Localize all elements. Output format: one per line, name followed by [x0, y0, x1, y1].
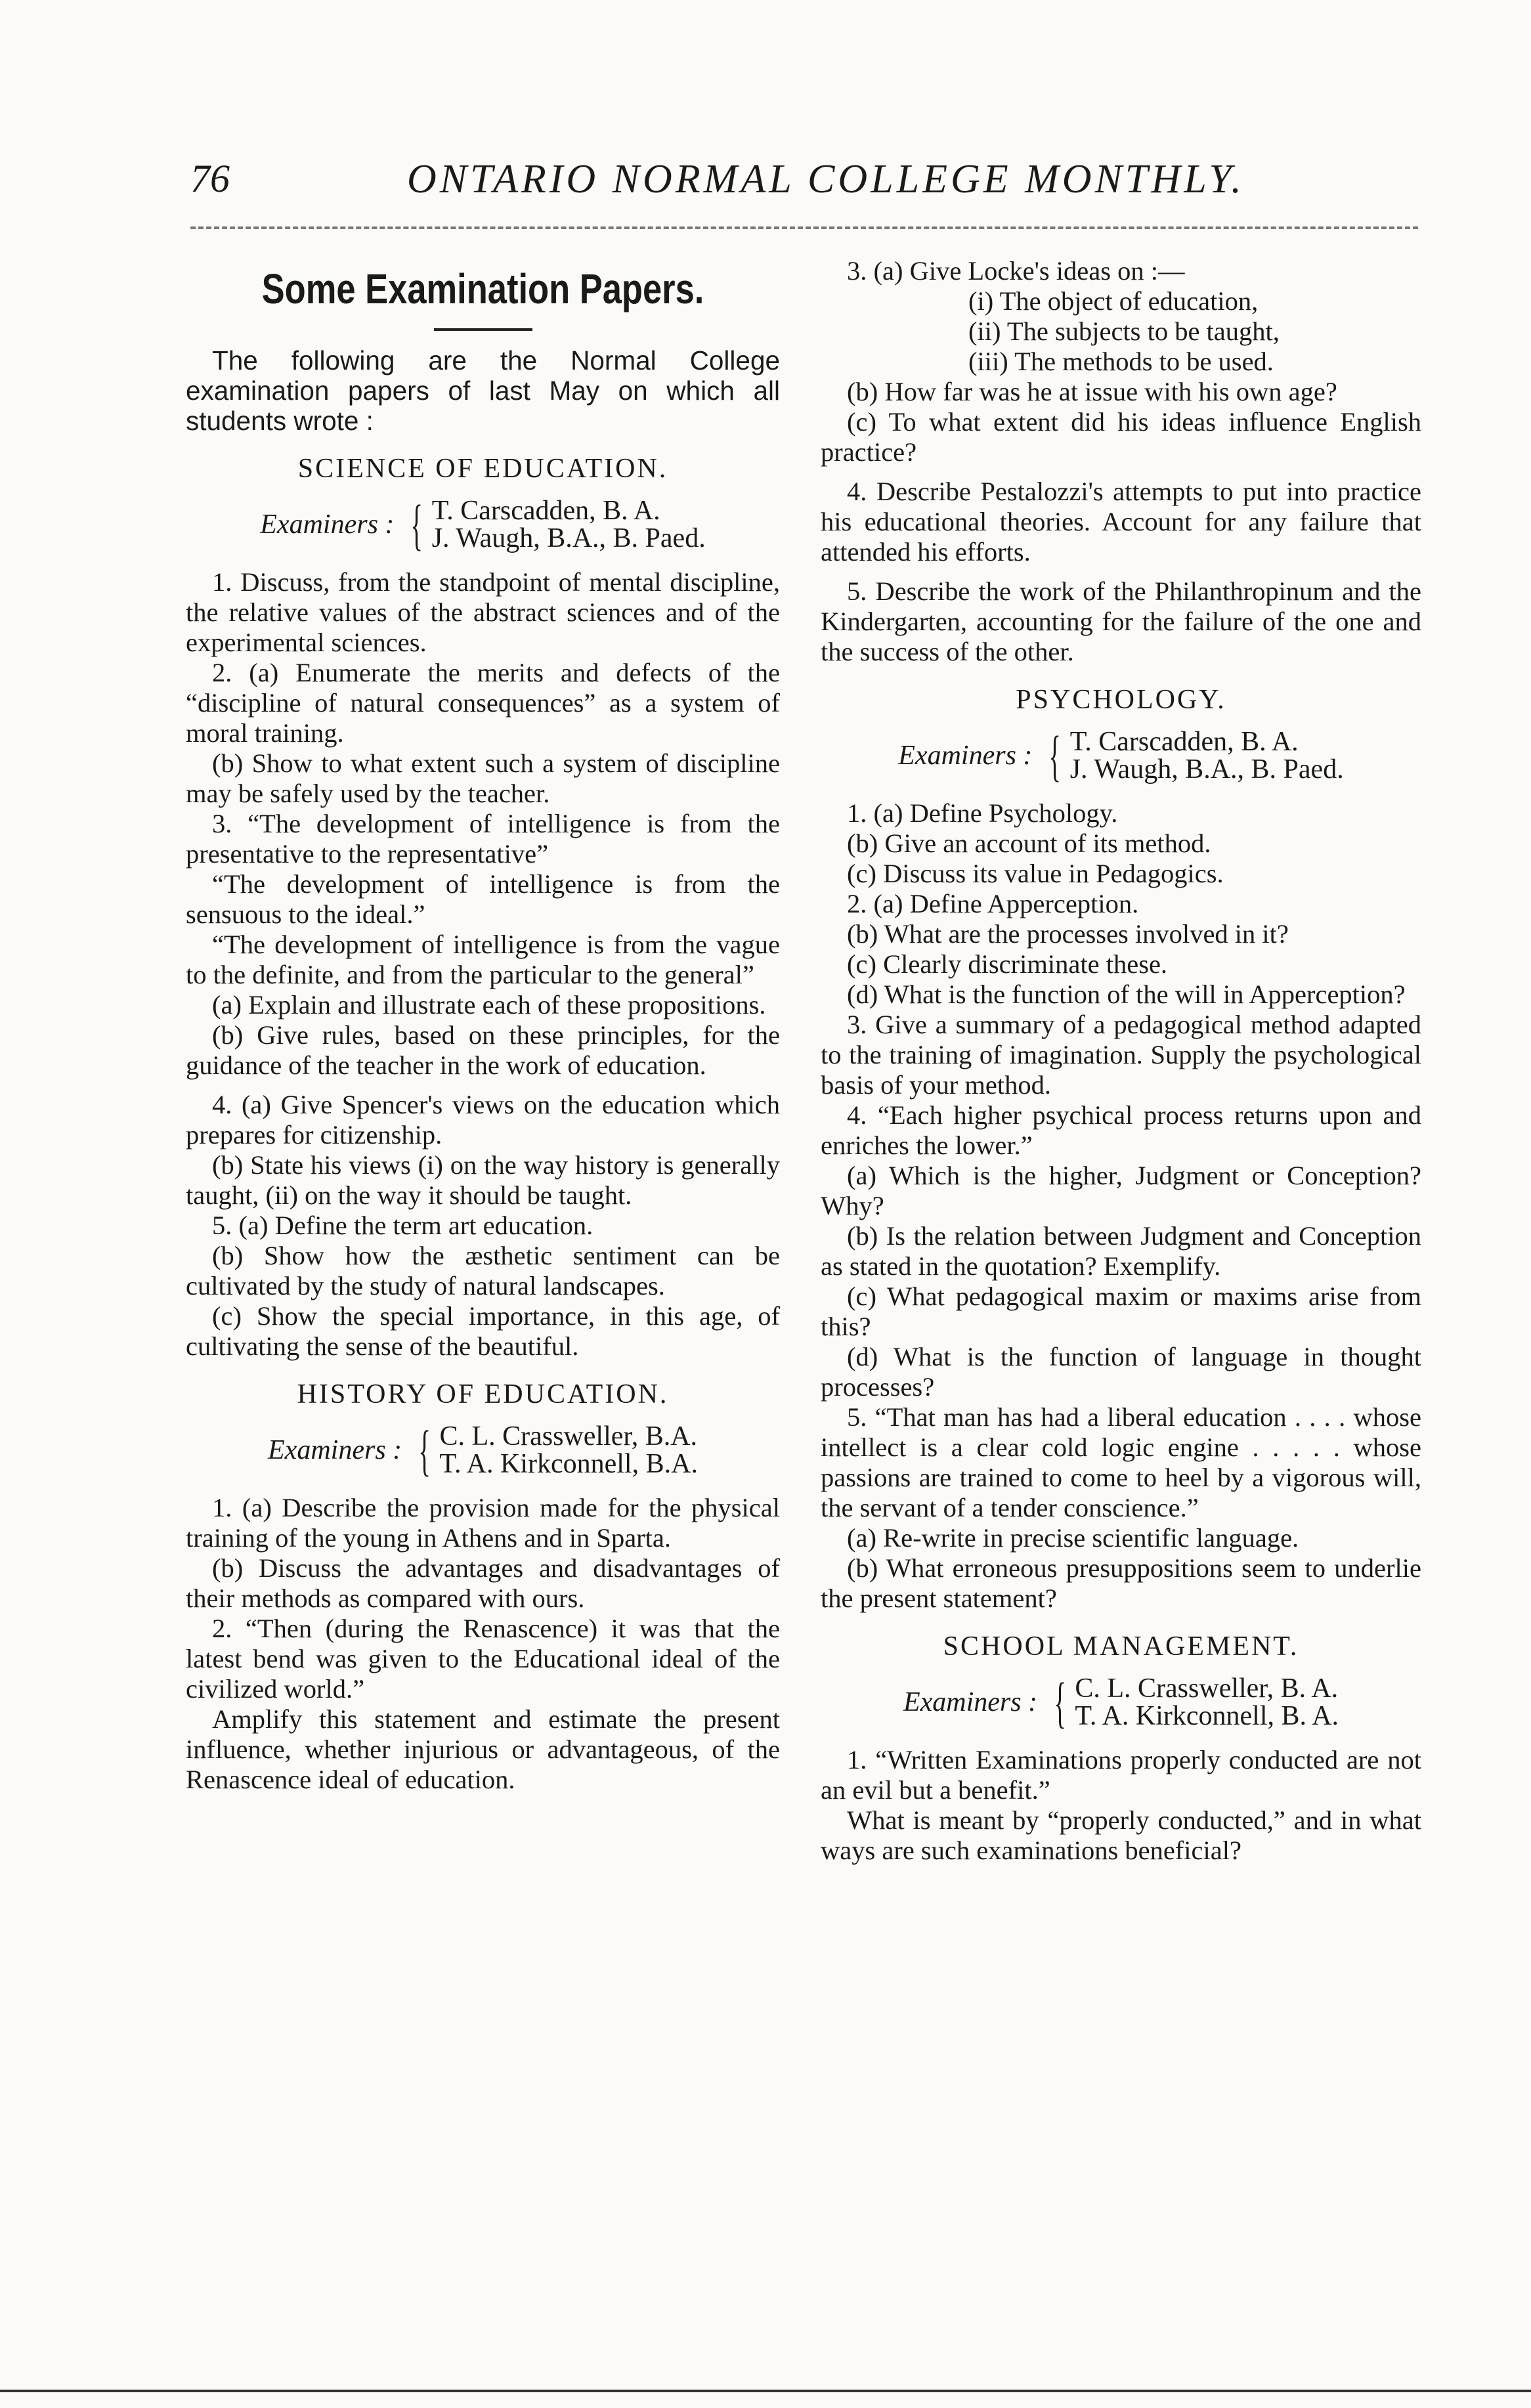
examiner-name: C. L. Crassweller, B.A.: [439, 1421, 698, 1451]
question: 3. (a) Give Locke's ideas on :—: [847, 256, 1185, 286]
question: (a) Re-write in precise scientific language.: [847, 1523, 1299, 1553]
question: 5. (a) Define the term art education.: [212, 1211, 593, 1240]
examiner-name: T. Carscadden, B. A.: [1069, 727, 1299, 757]
question: (a) Explain and illustrate each of these propositions.: [212, 990, 766, 1020]
question: (b) What erroneous presuppositions seem to underlie the present statement?: [821, 1553, 1421, 1613]
left-column: [186, 256, 780, 1795]
sub-item: (i) The object of education,: [968, 286, 1259, 316]
question: (c) What pedagogical maxim or maxims arise from this?: [821, 1281, 1421, 1341]
bottom-rule: [0, 2390, 1531, 2392]
examiners-label: Examiners :: [260, 509, 395, 540]
header-rule: [190, 226, 1418, 229]
question: “The development of intelligence is from the sensuous to the ideal.”: [186, 869, 780, 929]
examiner-name: J. Waugh, B.A., B. Paed.: [431, 523, 706, 553]
examiners-psychology: [821, 724, 1421, 787]
examiner-name: T. Carscadden, B. A.: [431, 496, 660, 526]
question: (b) What are the processes involved in it?: [847, 919, 1289, 949]
examiners-science: [186, 493, 780, 556]
examiners-management: [821, 1671, 1421, 1734]
examiners-label: Examiners :: [903, 1687, 1038, 1717]
question: 5. “That man has had a liberal education . . . . whose intellect is a clear cold logic engine . . . . . whose passions are trained to come to heel by a vigorous will, the servant of a tender conscience.”: [821, 1402, 1421, 1522]
question: “The development of intelligence is from the vague to the definite, and from the particular to the general”: [186, 930, 780, 989]
question: (b) Give rules, based on these principles, for the guidance of the teacher in the work of education.: [186, 1020, 780, 1080]
question: (c) To what extent did his ideas influence English practice?: [821, 407, 1421, 467]
sub-item: (ii) The subjects to be taught,: [968, 316, 1280, 346]
question: 1. “Written Examinations properly conducted are not an evil but a benefit.”: [821, 1745, 1421, 1805]
question: 5. Describe the work of the Philanthropinum and the Kindergarten, accounting for the failure of the one and the success of the other.: [821, 576, 1421, 666]
question: 1. (a) Describe the provision made for the physical training of the young in Athens and in Sparta.: [186, 1493, 780, 1553]
examiner-names: [1070, 728, 1344, 783]
sub-item: (iii) The methods to be used.: [968, 347, 1274, 376]
question: (b) Is the relation between Judgment and Conception as stated in the quotation? Exemplify.: [821, 1221, 1421, 1281]
question: (d) What is the function of the will in Apperception?: [847, 979, 1406, 1009]
examiners-label: Examiners :: [898, 741, 1033, 771]
article-intro: The following are the Normal College examination papers of last May on which all students wrote :: [186, 345, 780, 436]
examiner-name: J. Waugh, B.A., B. Paed.: [1069, 754, 1344, 785]
brace-glyph: {: [418, 1419, 431, 1482]
question: 2. “Then (during the Renascence) it was that the latest bend was given to the Educational ideal of the civilized world.”: [186, 1614, 780, 1704]
examiners-label: Examiners :: [268, 1435, 402, 1465]
question: (b) State his views (i) on the way history is generally taught, (ii) on the way it should be taught.: [186, 1150, 780, 1210]
question: 2. (a) Enumerate the merits and defects of the “discipline of natural consequences” as a system of moral training.: [186, 658, 780, 748]
question: (b) Give an account of its method.: [847, 828, 1211, 858]
question: (c) Show the special importance, in this age, of cultivating the sense of the beautiful.: [186, 1301, 780, 1361]
question: 4. “Each higher psychical process returns upon and enriches the lower.”: [821, 1100, 1421, 1160]
page-header: [190, 156, 1418, 215]
question: 1. (a) Define Psychology.: [847, 798, 1118, 828]
question: (c) Clearly discriminate these.: [847, 949, 1168, 979]
section-heading-psychology: PSYCHOLOGY.: [1016, 685, 1226, 715]
section-heading-history: HISTORY OF EDUCATION.: [297, 1379, 669, 1409]
question: (a) Which is the higher, Judgment or Conception? Why?: [821, 1161, 1421, 1220]
examiner-name: C. L. Crassweller, B. A.: [1075, 1673, 1339, 1704]
question: (b) Show to what extent such a system of discipline may be safely used by the teacher.: [186, 748, 780, 808]
question: 2. (a) Define Apperception.: [847, 889, 1139, 918]
question: (b) Discuss the advantages and disadvantages of their methods as compared with ours.: [186, 1553, 780, 1613]
question: (b) How far was he at issue with his own age?: [847, 377, 1337, 406]
question: 3. Give a summary of a pedagogical method adapted to the training of imagination. Supply the psychological basis of your method.: [821, 1010, 1421, 1100]
question: (c) Discuss its value in Pedagogics.: [847, 859, 1224, 888]
page-number: 76: [190, 157, 230, 200]
section-heading-management: SCHOOL MANAGEMENT.: [943, 1631, 1299, 1662]
question: Amplify this statement and estimate the present influence, whether injurious or advantageous, of the Renascence ideal of education.: [186, 1704, 780, 1794]
section-heading-science: SCIENCE OF EDUCATION.: [297, 454, 668, 484]
question: 1. Discuss, from the standpoint of mental discipline, the relative values of the abstract sciences and of the experimental sciences.: [186, 567, 780, 657]
running-title: ONTARIO NORMAL COLLEGE MONTHLY.: [407, 157, 1245, 202]
sub-list: [821, 286, 1421, 377]
brace-glyph: {: [1048, 724, 1062, 787]
examiner-names: [1075, 1675, 1339, 1730]
article-title: Some Examination Papers.: [261, 265, 704, 312]
brace-glyph: {: [1054, 1671, 1067, 1734]
question: (d) What is the function of language in thought processes?: [821, 1342, 1421, 1402]
question: 3. “The development of intelligence is from the presentative to the representative”: [186, 809, 780, 869]
question: (b) Show how the æsthetic sentiment can be cultivated by the study of natural landscapes.: [186, 1241, 780, 1301]
examiner-name: T. A. Kirkconnell, B. A.: [1075, 1701, 1339, 1731]
examiner-names: [439, 1423, 698, 1478]
brace-glyph: {: [410, 493, 423, 556]
examiners-history: [186, 1419, 780, 1482]
examiner-name: T. A. Kirkconnell, B.A.: [439, 1449, 698, 1479]
examiner-names: [432, 497, 706, 552]
question: What is meant by “properly conducted,” and in what ways are such examinations beneficial?: [821, 1805, 1421, 1865]
right-column: [821, 256, 1421, 1866]
question: 4. Describe Pestalozzi's attempts to put into practice his educational theories. Account for any failure that attended his efforts.: [821, 477, 1421, 567]
title-rule: [434, 328, 532, 331]
question: 4. (a) Give Spencer's views on the education which prepares for citizenship.: [186, 1090, 780, 1150]
